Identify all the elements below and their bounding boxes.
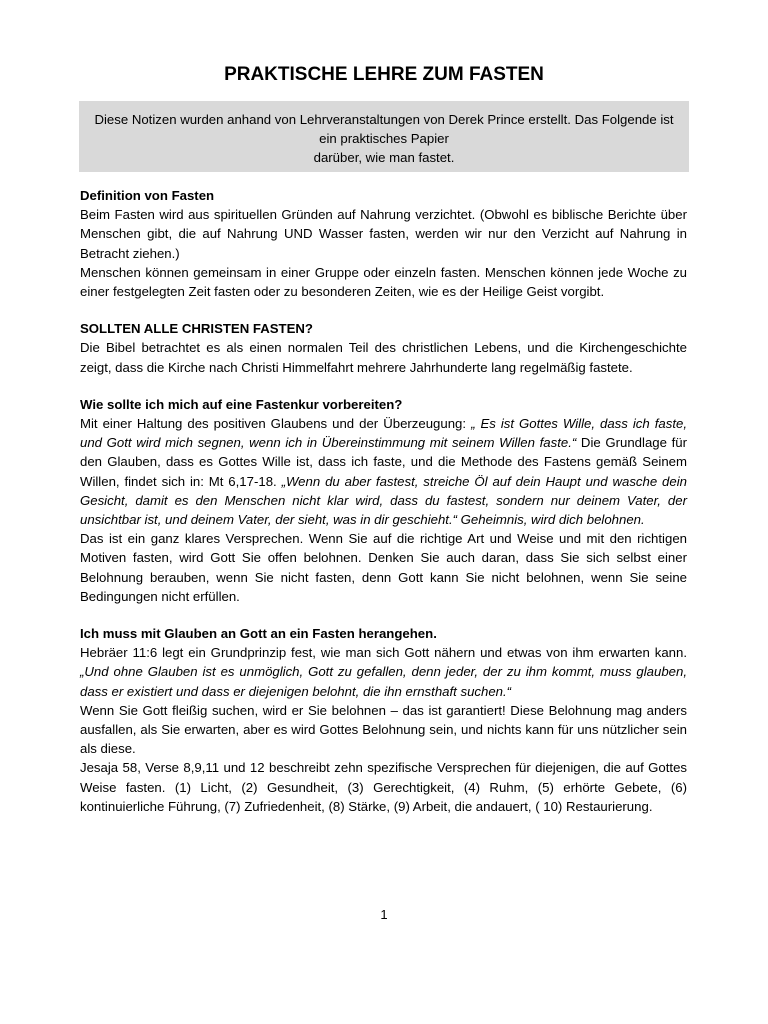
paragraph: Beim Fasten wird aus spirituellen Gründen auf Nahrung verzichtet. (Obwohl es biblische Berichte über Menschen gibt, die auf Nahrung UND Wasser fasten, werden wir nur den Verzicht auf Nahrung in Betracht ziehen.) xyxy=(80,207,687,261)
text-run: Mit einer Haltung des positiven Glaubens und der Überzeugung: xyxy=(80,416,472,432)
section-heading: Definition von Fasten xyxy=(80,188,215,203)
paragraph: Menschen können gemeinsam in einer Gruppe oder einzeln fasten. Menschen können jede Woche zu einer festgelegten Zeit fasten oder zu besonderen Zeiten, wie es der Heilige Geist vorgibt. xyxy=(80,264,687,300)
scripture-quote: „Und ohne Glauben ist es unmöglich, Gott zu gefallen, denn jeder, der zu ihm kommt, muss glauben, dass er existiert und dass er diejenigen belohnt, die ihn ernsthaft suchen.“ xyxy=(80,664,687,699)
paragraph: Das ist ein ganz klares Versprechen. Wenn Sie auf die richtige Art und Weise und mit den richtigen Motiven fasten, wird Gott Sie offen belohnen. Denken Sie auch daran, dass Sie sich selbst einer Belohnung berauben, wenn Sie nicht fasten, denn Gott kann Sie nicht belohnen, wenn Sie seine Bedingungen nicht erfüllen. xyxy=(80,531,687,604)
scripture-quote: „Wenn du aber fastest, streiche Öl auf dein Haupt und wasche dein Gesicht, damit es den Menschen nicht klar wird, dass du fastest, sondern nur deinem Vater, der unsichtbar ist, und deinem Vater, der sieht, was in dir geschieht.“ Geheimnis, wird dich belohnen. xyxy=(80,473,687,528)
text-run: Die Grundlage für den Glauben, dass es Gottes Wille ist, dass ich faste, und die Methode des Fastens gemäß Seinem Willen, findet sich in: Mt 6,17-18. xyxy=(80,435,687,489)
section-heading: Wie sollte ich mich auf eine Fastenkur vorbereiten? xyxy=(80,396,403,412)
paragraph: Wenn Sie Gott fleißig suchen, wird er Sie belohnen – das ist garantiert! Diese Belohnung mag anders ausfallen, als Sie erwarten, aber es wird Gottes Belohnung sein, und nichts kann für uns nützlicher sein als diese. xyxy=(80,702,687,757)
paragraph xyxy=(80,643,687,701)
section-faith xyxy=(80,624,687,816)
section-definition xyxy=(80,186,687,301)
text-run: Hebräer 11:6 legt ein Grundprinzip fest, wie man sich Gott nähern und etwas von ihm erwarten kann. xyxy=(80,645,687,661)
section-christians xyxy=(80,319,687,377)
section-heading: Ich muss mit Glauben an Gott an ein Fasten herangehen. xyxy=(80,626,437,642)
notice-line-3: darüber, wie man fastet. xyxy=(313,150,455,165)
section-prepare xyxy=(80,395,687,606)
intro-notice-box xyxy=(79,101,689,172)
notice-line-1: Diese Notizen wurden anhand von Lehrveranstaltungen von Derek Prince erstellt. Das Folgende ist xyxy=(94,112,674,127)
paragraph: Jesaja 58, Verse 8,9,11 und 12 beschreibt zehn spezifische Versprechen für diejenigen, die auf Gottes Weise fasten. (1) Licht, (2) Gesundheit, (3) Gerechtigkeit, (4) Ruhm, (5) erhörte Gebete, (6) kontinuierliche Führung, (7) Zufriedenheit, (8) Stärke, (9) Arbeit, die andauert, ( 10) Restaurierung. xyxy=(80,760,687,814)
document-body xyxy=(80,186,687,834)
scripture-quote: „ Es ist Gottes Wille, dass ich faste, und Gott wird mich segnen, wenn ich in Übereinstimmung mit seinem Willen faste.“ xyxy=(80,416,687,451)
page-title: PRAKTISCHE LEHRE ZUM FASTEN xyxy=(224,64,544,85)
page-number: 1 xyxy=(380,907,388,922)
notice-line-2: ein praktisches Papier xyxy=(319,131,449,146)
paragraph xyxy=(80,414,687,529)
paragraph: Die Bibel betrachtet es als einen normalen Teil des christlichen Lebens, und die Kirchengeschichte zeigt, dass die Kirche nach Christi Himmelfahrt mehrere Jahrhunderte lang regelmäßig fastete. xyxy=(80,340,687,375)
section-heading: SOLLTEN ALLE CHRISTEN FASTEN? xyxy=(80,321,313,337)
